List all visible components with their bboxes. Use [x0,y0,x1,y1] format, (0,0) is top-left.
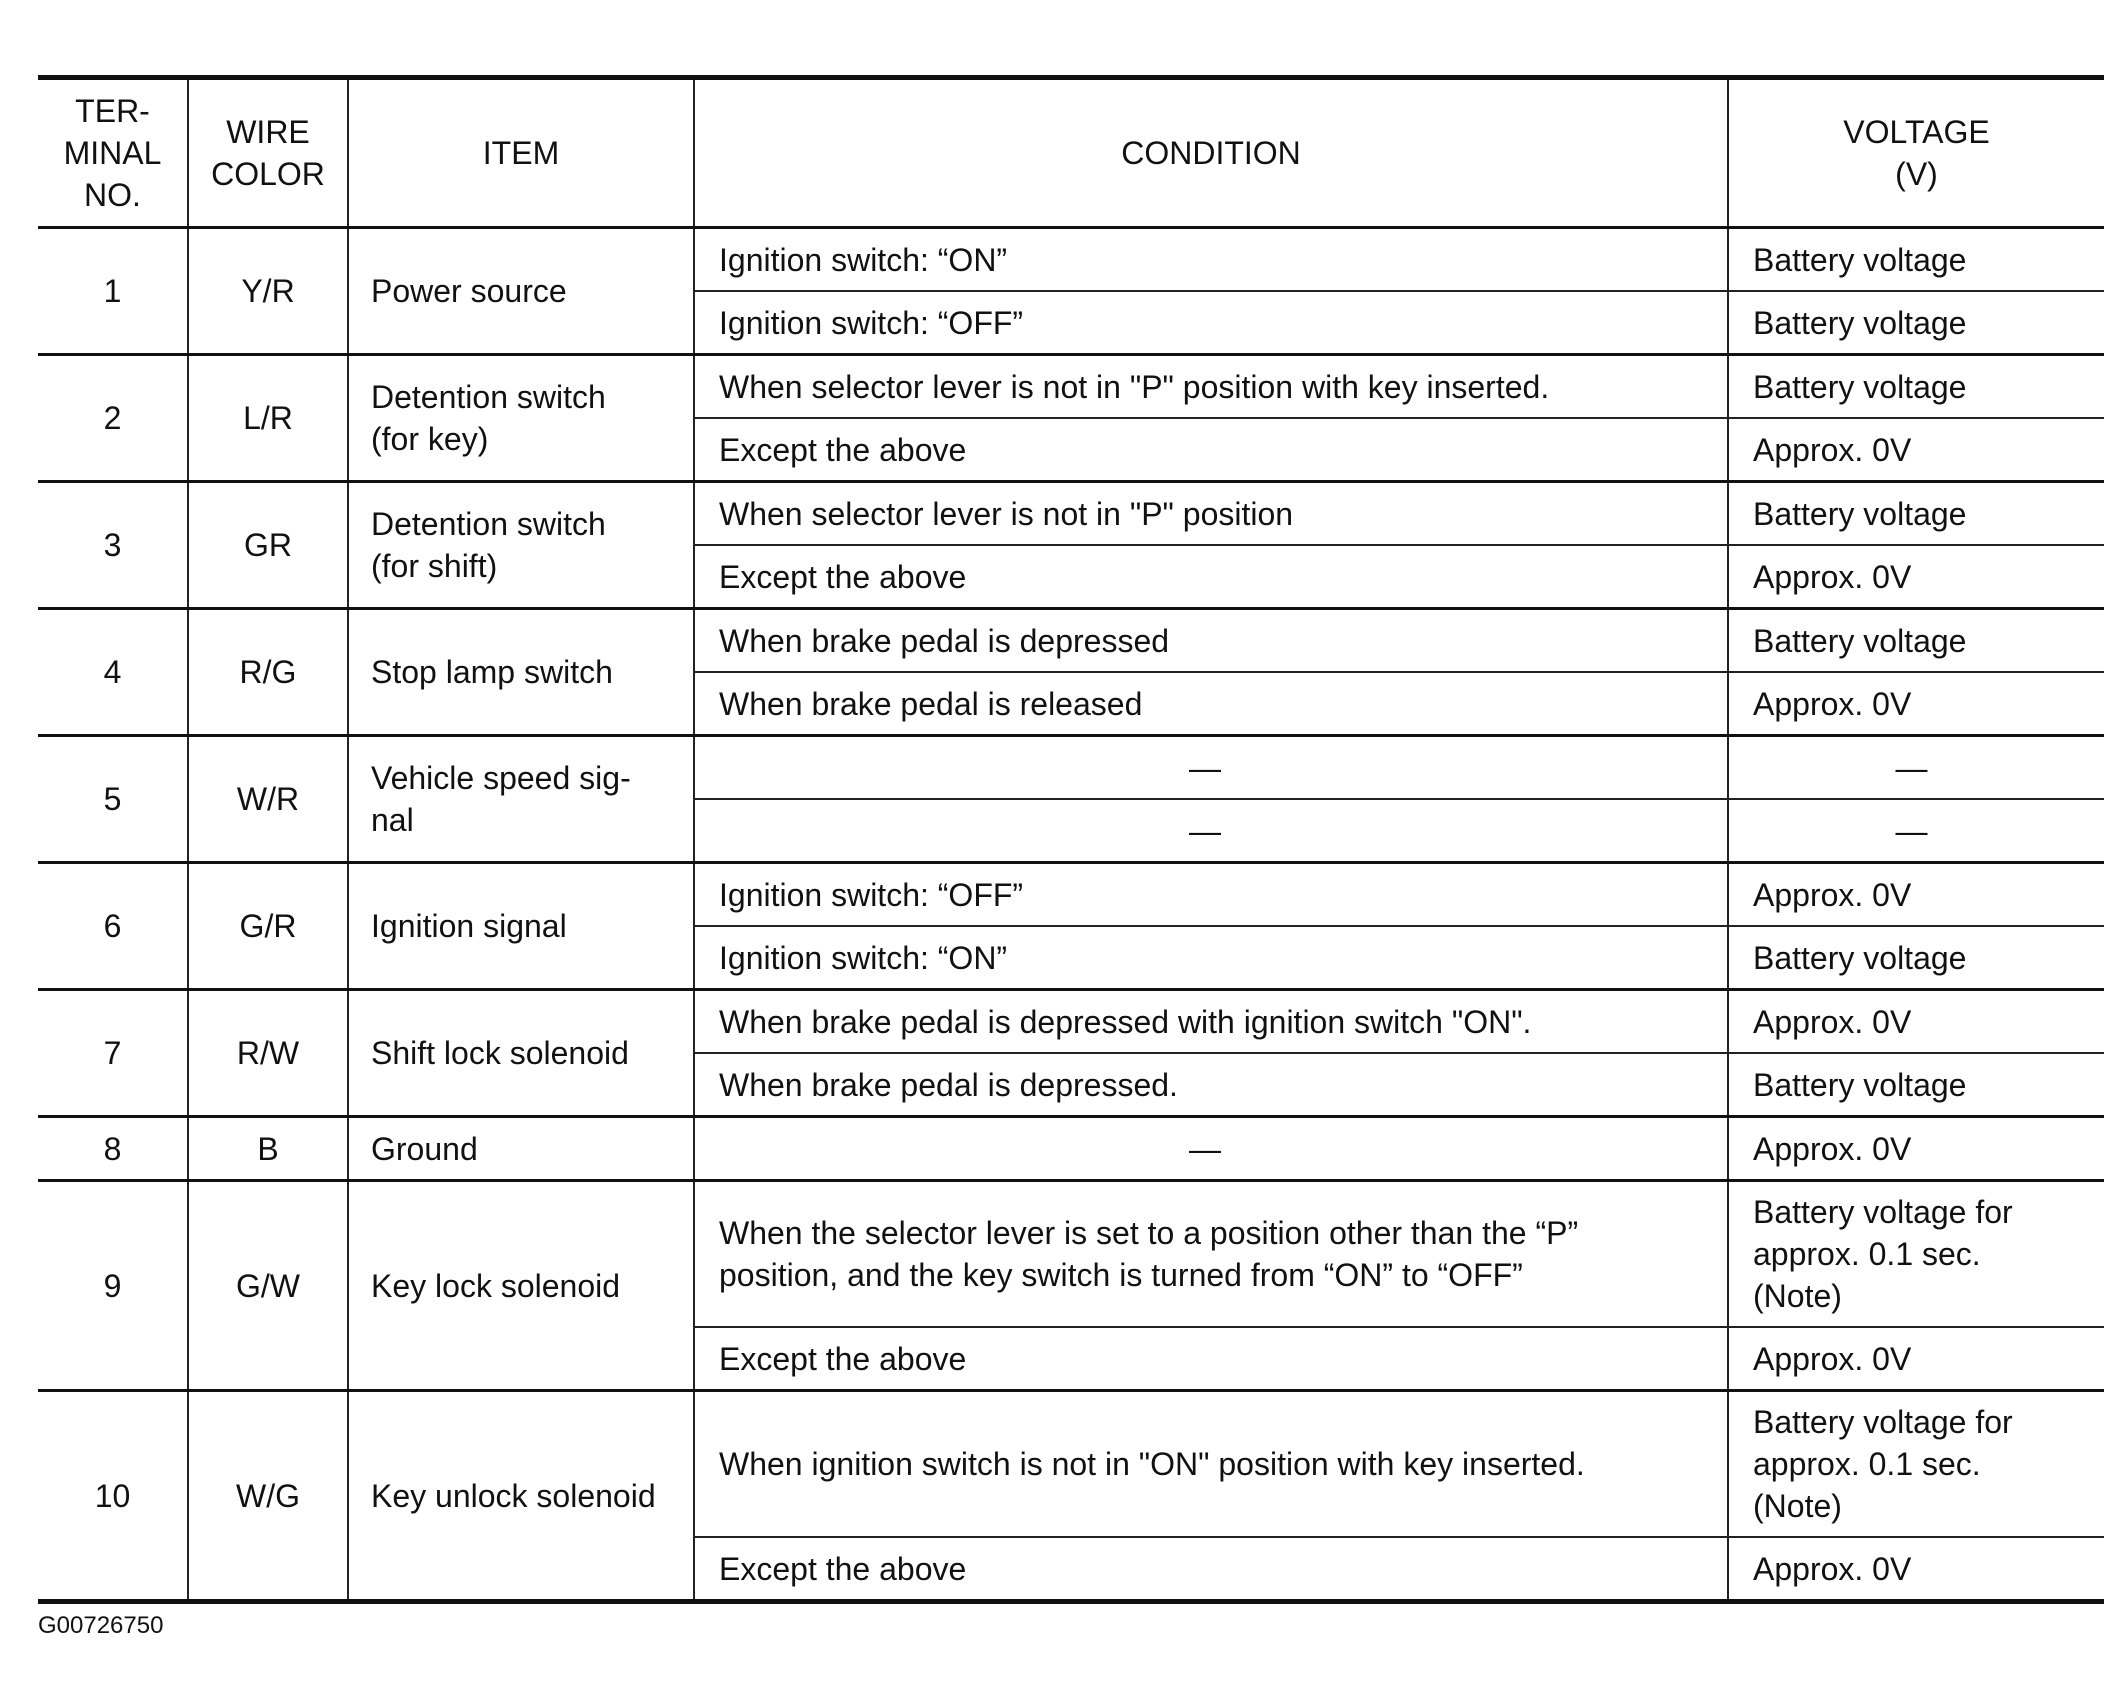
terminal-no-cell: 6 [38,863,188,990]
table-row [38,863,2104,927]
voltage-text: Battery voltage [1753,622,1967,659]
condition-cell [694,990,1728,1054]
condition-cell [694,1537,1728,1602]
wire-color-cell: Y/R [188,228,348,355]
wire-color-cell: W/G [188,1391,348,1602]
condition-cell [694,418,1728,482]
wire-color-cell: G/R [188,863,348,990]
voltage-cell [1728,482,2104,546]
terminal-table [38,75,2104,1604]
terminal-no-cell: 3 [38,482,188,609]
item-cell [348,1117,694,1181]
voltage-cell [1728,228,2104,292]
item-label: Key unlock solenoid [371,1477,656,1514]
wire-color-cell: L/R [188,355,348,482]
voltage-text: Battery voltage [1753,939,1967,976]
condition-text: — [1189,812,1221,849]
table-row [38,228,2104,292]
voltage-cell [1728,545,2104,609]
condition-cell [694,1117,1728,1181]
condition-text: When selector lever is not in "P" position [719,495,1294,532]
voltage-text: Approx. 0V [1753,1003,1912,1040]
condition-text: When selector lever is not in "P" position with key inserted. [719,368,1550,405]
table-body [38,228,2104,1602]
condition-cell [694,1327,1728,1391]
table-row [38,1117,2104,1181]
terminal-no-cell: 10 [38,1391,188,1602]
header-row [38,78,2104,228]
item-label: Detention switch (for key) [371,379,606,457]
item-cell [348,990,694,1117]
voltage-text: Battery voltage [1753,495,1967,532]
item-label: Vehicle speed sig- nal [371,760,631,838]
terminal-no-cell: 9 [38,1181,188,1391]
condition-text: Except the above [719,431,967,468]
voltage-text: Approx. 0V [1753,685,1912,722]
item-cell [348,1391,694,1602]
terminal-no-cell: 8 [38,1117,188,1181]
condition-cell [694,1181,1728,1328]
voltage-cell [1728,1327,2104,1391]
condition-cell [694,799,1728,863]
terminal-no-cell: 7 [38,990,188,1117]
terminal-no-cell: 2 [38,355,188,482]
voltage-text: Approx. 0V [1753,431,1912,468]
header-condition: CONDITION [694,78,1728,228]
voltage-text: Approx. 0V [1753,876,1912,913]
voltage-cell [1728,418,2104,482]
figure-code: G00726750 [38,1612,164,1639]
item-cell [348,736,694,863]
voltage-text: Battery voltage for approx. 0.1 sec. (Note) [1753,1194,2013,1314]
condition-text: Ignition switch: “OFF” [719,876,1024,913]
voltage-cell [1728,926,2104,990]
wire-color-cell: R/G [188,609,348,736]
item-label: Detention switch (for shift) [371,506,606,584]
table-row [38,609,2104,673]
voltage-text: Approx. 0V [1753,1550,1912,1587]
terminal-no-cell: 4 [38,609,188,736]
voltage-cell [1728,672,2104,736]
item-label: Ignition signal [371,908,567,944]
wire-color-cell: G/W [188,1181,348,1391]
voltage-cell [1728,355,2104,419]
voltage-cell [1728,609,2104,673]
condition-text: When the selector lever is set to a position other than the “P” position, and the key switch is turned from “ON” to “OFF” [719,1215,1579,1293]
item-cell [348,355,694,482]
condition-text: Ignition switch: “ON” [719,241,1008,278]
voltage-cell [1728,736,2104,800]
table-row [38,990,2104,1054]
voltage-cell [1728,1117,2104,1181]
voltage-cell [1728,1053,2104,1117]
condition-cell [694,926,1728,990]
table-row [38,1391,2104,1538]
item-label: Stop lamp switch [371,654,613,690]
header-item: ITEM [348,78,694,228]
voltage-cell [1728,1391,2104,1538]
condition-text: When brake pedal is depressed [719,622,1170,659]
voltage-text: Battery voltage [1753,304,1967,341]
item-label: Power source [371,273,567,309]
condition-text: Except the above [719,1340,967,1377]
item-label: Shift lock solenoid [371,1035,629,1071]
voltage-text: — [1895,812,1928,849]
condition-text: Except the above [719,1550,967,1587]
condition-text: Except the above [719,558,967,595]
condition-text: — [1189,1130,1221,1167]
condition-cell [694,355,1728,419]
voltage-text: — [1895,749,1928,786]
voltage-cell [1728,291,2104,355]
item-label: Ground [371,1130,478,1167]
condition-text: When brake pedal is depressed. [719,1066,1178,1103]
condition-text: When brake pedal is depressed with ignition switch "ON". [719,1003,1532,1040]
item-cell [348,609,694,736]
voltage-cell [1728,799,2104,863]
condition-cell [694,672,1728,736]
condition-text: Ignition switch: “OFF” [719,304,1024,341]
header-terminal: TER- MINAL NO. [38,78,188,228]
wire-color-cell: R/W [188,990,348,1117]
item-cell [348,863,694,990]
table-row [38,355,2104,419]
condition-cell [694,1391,1728,1538]
header-voltage: VOLTAGE (V) [1728,78,2104,228]
voltage-cell [1728,1181,2104,1328]
voltage-text: Approx. 0V [1753,1340,1912,1377]
item-label: Key lock solenoid [371,1267,621,1304]
condition-cell [694,482,1728,546]
condition-cell [694,1053,1728,1117]
condition-text: Ignition switch: “ON” [719,939,1008,976]
wire-color-cell: W/R [188,736,348,863]
condition-cell [694,736,1728,800]
voltage-cell [1728,1537,2104,1602]
voltage-cell [1728,990,2104,1054]
condition-cell [694,609,1728,673]
table-row [38,482,2104,546]
wire-color-cell: GR [188,482,348,609]
condition-text: When brake pedal is released [719,685,1143,722]
voltage-text: Battery voltage [1753,241,1967,278]
voltage-cell [1728,863,2104,927]
voltage-text: Approx. 0V [1753,558,1912,595]
table-row [38,1181,2104,1328]
condition-text: When ignition switch is not in "ON" position with key inserted. [719,1446,1585,1482]
wire-color-cell: B [188,1117,348,1181]
header-wire-color: WIRE COLOR [188,78,348,228]
condition-cell [694,291,1728,355]
table-row [38,736,2104,800]
terminal-no-cell: 1 [38,228,188,355]
voltage-text: Battery voltage [1753,368,1967,405]
voltage-text: Approx. 0V [1753,1130,1912,1167]
voltage-text: Battery voltage for approx. 0.1 sec. (Note) [1753,1404,2013,1524]
condition-cell [694,545,1728,609]
condition-cell [694,863,1728,927]
terminal-no-cell: 5 [38,736,188,863]
voltage-text: Battery voltage [1753,1066,1967,1103]
condition-text: — [1189,749,1221,786]
item-cell [348,228,694,355]
item-cell [348,1181,694,1391]
condition-cell [694,228,1728,292]
item-cell [348,482,694,609]
